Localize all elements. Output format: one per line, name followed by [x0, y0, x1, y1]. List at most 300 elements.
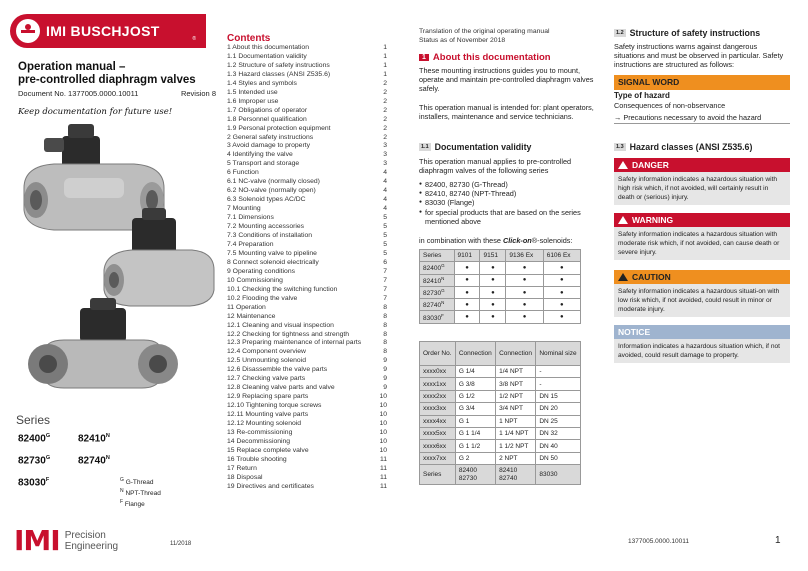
compatibility-dot: ● — [480, 274, 506, 286]
toc-entry[interactable] — [227, 223, 387, 232]
toc-entry-title: 6 Function — [227, 169, 259, 177]
toc-entry-title: 3 Avoid damage to property — [227, 142, 311, 150]
toc-entry-title: 12.3 Preparing maintenance of internal parts — [227, 339, 362, 347]
table-row — [420, 274, 581, 286]
table-row — [420, 390, 581, 402]
warning-bar: WARNING — [614, 213, 790, 227]
toc-entry[interactable] — [227, 178, 387, 187]
toc-entry-page: 4 — [383, 196, 387, 204]
table-row — [420, 403, 581, 415]
table-row — [420, 452, 581, 464]
toc-entry-page: 7 — [383, 276, 387, 284]
toc-entry[interactable] — [227, 331, 387, 340]
toc-entry-title: 7.1 Dimensions — [227, 214, 274, 222]
table-cell: 1/4 NPT — [496, 366, 536, 378]
list-item: ● for special products that are based on the series mentioned above — [419, 208, 599, 226]
table-cell: 82410 82740 — [496, 465, 536, 485]
table-header-cell: Connection — [496, 342, 536, 366]
toc-entry-page: 5 — [383, 240, 387, 248]
compatibility-dot: ● — [480, 311, 506, 323]
compatibility-dot: ● — [543, 299, 580, 311]
arrow-right-icon: → — [614, 113, 622, 122]
validity-paragraph: This operation manual applies to pre-controlled diaphragm valves of the following series — [419, 157, 572, 176]
toc-entry-title: 7 Mounting — [227, 205, 261, 213]
toc-entry[interactable] — [227, 187, 387, 196]
structure-paragraph: Safety instructions warns against dangerous situations and must be observed in particular. Safety instructions are structured as follows: — [614, 42, 784, 70]
revision: Revision 8 — [180, 89, 216, 98]
table-cell: G 1 1/2 — [455, 440, 495, 452]
list-item: ● 82400, 82730 (G-Thread) — [419, 180, 599, 189]
toc-entry-page: 8 — [383, 339, 387, 347]
series-82400: $82400^G$ — [18, 433, 51, 445]
toc-entry[interactable] — [227, 169, 387, 178]
series-cell: $82400^G$ — [420, 262, 455, 274]
compatibility-dot: ● — [454, 274, 480, 286]
toc-entry[interactable] — [227, 71, 387, 80]
table-cell: G 1/2 — [455, 390, 495, 402]
valve-illustrations — [14, 118, 220, 418]
section-number: 1.2 — [616, 30, 624, 36]
toc-entry-title: 1.6 Improper use — [227, 97, 279, 105]
toc-entry-page: 6 — [383, 258, 387, 266]
toc-entry-page: 1 — [383, 44, 387, 51]
table-header-cell: 9151 — [480, 250, 506, 262]
toc-entry[interactable] — [227, 53, 387, 62]
toc-entry[interactable] — [227, 80, 387, 89]
toc-entry[interactable] — [227, 474, 387, 483]
compatibility-dot: ● — [506, 286, 543, 298]
imi-logo-mark-icon — [16, 19, 40, 43]
table-cell: G 3/8 — [455, 378, 495, 390]
toc-entry-page: 10 — [379, 446, 387, 454]
toc-entry[interactable] — [227, 304, 387, 313]
document-title — [18, 61, 196, 87]
toc-entry[interactable] — [227, 286, 387, 295]
toc-entry[interactable] — [227, 339, 387, 348]
toc-entry-page: 8 — [383, 312, 387, 320]
compatibility-dot: ● — [506, 262, 543, 274]
toc-entry-page: 4 — [383, 178, 387, 186]
toc-entry-title: 2 General safety instructions — [227, 133, 314, 141]
compatibility-dot: ● — [480, 299, 506, 311]
toc-entry-title: 10.1 Checking the switching function — [227, 285, 338, 293]
table-cell: xxxx2xx — [420, 390, 456, 402]
toc-entry-title: 12.7 Checking valve parts — [227, 375, 306, 383]
toc-entry-title: 12.9 Replacing spare parts — [227, 393, 309, 401]
table-cell: xxxx5xx — [420, 427, 456, 439]
compatibility-dot: ● — [543, 274, 580, 286]
compatibility-dot: ● — [454, 286, 480, 298]
title-line-1: Operation manual – — [18, 61, 126, 73]
toc-entry[interactable] — [227, 250, 387, 259]
table-cell: xxxx6xx — [420, 440, 456, 452]
toc-entry-page: 2 — [383, 133, 387, 141]
table-cell: xxxx4xx — [420, 415, 456, 427]
toc-entry-page: 4 — [383, 187, 387, 195]
toc-entry[interactable] — [227, 438, 387, 447]
compatibility-dot: ● — [543, 311, 580, 323]
toc-entry-title: 14 Decommissioning — [227, 437, 291, 445]
toc-entry-title: 1.9 Personal protection equipment — [227, 124, 331, 132]
warning-triangle-icon — [618, 161, 628, 169]
toc-entry[interactable] — [227, 89, 387, 98]
table-cell: 1 1/2 NPT — [496, 440, 536, 452]
table-cell: 1 1/4 NPT — [496, 427, 536, 439]
toc-entry[interactable] — [227, 384, 387, 393]
toc-entry[interactable] — [227, 62, 387, 71]
toc-entry-title: 1.3 Hazard classes (ANSI Z535.6) — [227, 70, 331, 78]
thread-legend — [120, 476, 161, 509]
toc-entry-title: 12.11 Mounting valve parts — [227, 411, 309, 419]
list-item: ● 83030 (Flange) — [419, 198, 599, 207]
compatibility-dot: ● — [506, 311, 543, 323]
title-line-2: pre-controlled diaphragm valves — [18, 74, 196, 86]
toc-entry[interactable] — [227, 295, 387, 304]
logo-text: IMI BUSCHJOST — [46, 23, 160, 39]
table-cell: xxxx3xx — [420, 403, 456, 415]
toc-entry-page: 4 — [383, 205, 387, 213]
imi-buschjost-logo — [10, 14, 206, 48]
toc-entry-page: 8 — [383, 348, 387, 356]
table-cell: G 3/4 — [455, 403, 495, 415]
toc-entry-title: 7.3 Conditions of installation — [227, 232, 313, 240]
toc-entry-page: 1 — [383, 52, 387, 60]
series-82740: $82740^N$ — [78, 455, 110, 467]
toc-entry-page: 3 — [383, 142, 387, 150]
toc-entry-page: 2 — [383, 115, 387, 123]
toc-entry-title: 5 Transport and storage — [227, 160, 300, 168]
series-title: Series — [16, 413, 51, 427]
notice-text: Information indicates a hazardous situation which, if not avoided, could result damage to property. — [614, 339, 790, 363]
imi-wordmark: IMI — [14, 524, 60, 557]
compatibility-dot: ● — [480, 286, 506, 298]
solenoid-combination-note: in combination with these Click-on®-solenoids: — [419, 236, 573, 245]
toc-entry[interactable] — [227, 116, 387, 125]
table-row — [420, 440, 581, 452]
table-row — [420, 427, 581, 439]
toc-entry[interactable] — [227, 411, 387, 420]
toc-entry[interactable] — [227, 375, 387, 384]
series-cell: $82410^N$ — [420, 274, 455, 286]
toc-entry[interactable] — [227, 98, 387, 107]
compatibility-dot: ● — [543, 286, 580, 298]
consequences: Consequences of non-observance — [614, 101, 726, 110]
toc-entry-title: 12.8 Cleaning valve parts and valve — [227, 384, 335, 392]
toc-entry[interactable] — [227, 214, 387, 223]
compatibility-dot: ● — [506, 274, 543, 286]
table-row — [420, 378, 581, 390]
table-row — [420, 311, 581, 323]
toc-entry-title: 12.10 Tightening torque screws — [227, 402, 322, 410]
toc-entry-title: 12.2 Checking for tightness and strength — [227, 330, 350, 338]
table-cell: xxxx7xx — [420, 452, 456, 464]
toc-entry[interactable] — [227, 348, 387, 357]
toc-entry-title: 7.5 Mounting valve to pipeline — [227, 249, 317, 257]
table-cell: 83030 — [536, 465, 581, 485]
toc-entry-page: 7 — [383, 267, 387, 275]
toc-entry-title: 8 Connect solenoid electrically — [227, 258, 319, 266]
table-header-cell: 6106 Ex — [543, 250, 580, 262]
table-cell: 2 NPT — [496, 452, 536, 464]
toc-entry-page: 9 — [383, 375, 387, 383]
series-82410: $82410^N$ — [78, 433, 110, 445]
table-cell: 1 NPT — [496, 415, 536, 427]
table-header-cell: 9136 Ex — [506, 250, 543, 262]
toc-entry[interactable] — [227, 268, 387, 277]
toc-entry[interactable] — [227, 322, 387, 331]
toc-entry-title: 1.4 Styles and symbols — [227, 79, 297, 87]
toc-entry-page: 9 — [383, 384, 387, 392]
keep-documentation-note: Keep documentation for future use! — [18, 107, 173, 117]
toc-entry-title: 12.12 Mounting solenoid — [227, 420, 302, 428]
table-cell: Series — [420, 465, 456, 485]
legend-item: $^N$ NPT-Thread — [120, 488, 161, 498]
section-structure-heading: 1.2 Structure of safety instructions — [616, 28, 761, 38]
toc-entry[interactable] — [227, 483, 387, 492]
toc-entry[interactable] — [227, 205, 387, 214]
toc-entry-page: 5 — [383, 223, 387, 231]
toc-entry-page: 5 — [383, 232, 387, 240]
section-validity-heading: 1.1 Documentation validity — [421, 142, 532, 152]
imi-precision-logo — [14, 524, 118, 557]
toc-entry-title: 1.2 Structure of safety instructions — [227, 61, 330, 69]
page-number: 1 — [775, 535, 781, 546]
toc-entry-page: 10 — [379, 437, 387, 445]
toc-entry-title: 1.7 Obligations of operator — [227, 106, 308, 114]
toc-entry-title: 6.3 Solenoid types AC/DC — [227, 196, 306, 204]
table-cell: xxxx0xx — [420, 366, 456, 378]
table-cell: - — [536, 366, 581, 378]
translation-note: Translation of the original operating manual Status as of November 2018 — [419, 28, 550, 44]
solenoid-compatibility-table — [419, 249, 581, 324]
precision-engineering: Precision Engineering — [64, 529, 119, 552]
series-cell: $82730^G$ — [420, 286, 455, 298]
series-83030: $83030^F$ — [18, 477, 50, 489]
table-cell: G 1 — [455, 415, 495, 427]
logo-registered: ® — [192, 36, 196, 42]
compatibility-dot: ● — [480, 262, 506, 274]
toc-entry-title: 19 Directives and certificates — [227, 482, 314, 490]
series-cell: $82740^N$ — [420, 299, 455, 311]
toc-entry-title: 12.4 Component overview — [227, 348, 306, 356]
order-number-table — [419, 341, 581, 485]
toc-entry-page: 7 — [383, 285, 387, 293]
toc-entry-title: 17 Return — [227, 464, 257, 472]
toc-entry[interactable] — [227, 241, 387, 250]
type-of-hazard: Type of hazard — [614, 91, 670, 100]
section-hazard-heading: 1.3 Hazard classes (ANSI Z535.6) — [616, 142, 753, 152]
table-cell: DN 15 — [536, 390, 581, 402]
toc-entry[interactable] — [227, 259, 387, 268]
toc-entry[interactable] — [227, 393, 387, 402]
table-cell: xxxx1xx — [420, 378, 456, 390]
toc-entry-title: 9 Operating conditions — [227, 267, 296, 275]
issue-date: 11/2018 — [170, 541, 192, 547]
toc-entry-title: 10.2 Flooding the valve — [227, 294, 298, 302]
toc-entry-page: 10 — [379, 428, 387, 436]
toc-entry[interactable] — [227, 142, 387, 151]
toc-entry-title: 10 Commissioning — [227, 276, 283, 284]
toc-entry-title: 7.2 Mounting accessories — [227, 223, 305, 231]
toc-entry[interactable] — [227, 160, 387, 169]
toc-entry[interactable] — [227, 357, 387, 366]
table-cell: G 1 1/4 — [455, 427, 495, 439]
table-cell: DN 50 — [536, 452, 581, 464]
toc-entry-title: 18 Disposal — [227, 473, 263, 481]
toc-entry-title: 1.8 Personnel qualification — [227, 115, 307, 123]
toc-entry-page: 7 — [383, 294, 387, 302]
toc-entry-page: 2 — [383, 106, 387, 114]
toc-entry-page: 11 — [379, 455, 387, 463]
toc-entry-page: 4 — [383, 169, 387, 177]
table-header-cell: Order No. — [420, 342, 456, 366]
valve-image-3 — [28, 298, 178, 388]
table-cell: 1/2 NPT — [496, 390, 536, 402]
table-header-cell: Connection — [455, 342, 495, 366]
compatibility-dot: ● — [454, 262, 480, 274]
toc-entry[interactable] — [227, 151, 387, 160]
table-row — [420, 366, 581, 378]
toc-entry[interactable] — [227, 465, 387, 474]
warning-triangle-icon — [618, 216, 628, 224]
caution-text: Safety information indicates a hazardous situati-on with low risk which, if not avoided, could result in minor or moderate injury. — [614, 284, 790, 317]
warning-triangle-icon — [618, 273, 628, 281]
compatibility-dot: ● — [454, 299, 480, 311]
table-cell: 3/4 NPT — [496, 403, 536, 415]
signal-word-bar: SIGNAL WORD — [614, 75, 790, 90]
toc-entry-page: 8 — [383, 321, 387, 329]
table-row — [420, 286, 581, 298]
contents-heading: Contents — [227, 33, 271, 44]
table-of-contents — [227, 44, 387, 492]
toc-entry-page: 11 — [379, 464, 387, 472]
toc-entry[interactable] — [227, 429, 387, 438]
table-cell: G 1/4 — [455, 366, 495, 378]
toc-entry-page: 5 — [383, 214, 387, 222]
table-cell: DN 25 — [536, 415, 581, 427]
table-cell: DN 40 — [536, 440, 581, 452]
compatibility-dot: ● — [454, 311, 480, 323]
danger-text: Safety information indicates a hazardous situation with high risk which, if not avoided, will certainly result in death or (serious) injury. — [614, 172, 790, 205]
toc-entry-page: 1 — [383, 70, 387, 78]
toc-entry[interactable] — [227, 134, 387, 143]
toc-entry-title: 7.4 Preparation — [227, 240, 274, 248]
toc-entry[interactable] — [227, 277, 387, 286]
list-item: ● 82410, 82740 (NPT-Thread) — [419, 189, 599, 198]
toc-entry-page: 11 — [379, 473, 387, 481]
toc-entry-page: 10 — [379, 420, 387, 428]
toc-entry-page: 2 — [383, 79, 387, 87]
table-row — [420, 262, 581, 274]
series-row — [420, 465, 581, 485]
toc-entry-page: 2 — [383, 124, 387, 132]
series-82730: $82730^G$ — [18, 455, 51, 467]
toc-entry-title: 12.6 Disassemble the valve parts — [227, 366, 328, 374]
toc-entry-title: 11 Operation — [227, 303, 266, 311]
toc-entry-page: 11 — [379, 482, 387, 490]
toc-entry-page: 9 — [383, 357, 387, 365]
toc-entry[interactable] — [227, 44, 387, 53]
legend-item: $^F$ Flange — [120, 499, 145, 509]
compatibility-dot: ● — [506, 299, 543, 311]
table-cell: 3/8 NPT — [496, 378, 536, 390]
toc-entry-title: 12.1 Cleaning and visual inspection — [227, 321, 334, 329]
section-number: 1.1 — [421, 144, 429, 150]
toc-entry-page: 8 — [383, 330, 387, 338]
toc-entry[interactable] — [227, 125, 387, 134]
toc-entry[interactable] — [227, 107, 387, 116]
toc-entry-page: 8 — [383, 303, 387, 311]
notice-bar: NOTICE — [614, 325, 790, 339]
toc-entry-page: 5 — [383, 249, 387, 257]
toc-entry-title: 6.1 NC-valve (normally closed) — [227, 178, 320, 186]
legend-item: $^G$ G-Thread — [120, 477, 154, 487]
toc-entry-title: 4 Identifying the valve — [227, 151, 293, 159]
toc-entry-title: 1.5 Intended use — [227, 88, 278, 96]
table-header-cell: Series — [420, 250, 455, 262]
toc-entry-page: 2 — [383, 88, 387, 96]
table-cell: 82400 82730 — [455, 465, 495, 485]
document-number-row — [18, 89, 216, 98]
toc-entry-title: 1.1 Documentation validity — [227, 52, 307, 60]
about-paragraph-2: This operation manual is intended for: plant operators, installers, maintenance and service technicians. — [419, 103, 594, 122]
toc-entry[interactable] — [227, 402, 387, 411]
toc-entry-page: 3 — [383, 151, 387, 159]
toc-entry-page: 9 — [383, 366, 387, 374]
toc-entry-page: 10 — [379, 402, 387, 410]
table-header-cell: 9101 — [454, 250, 480, 262]
section-number: 1.3 — [616, 144, 624, 150]
table-row — [420, 415, 581, 427]
about-paragraph-1: These mounting instructions guides you to mount, operate and maintain pre-controlled diaphragm valves safely. — [419, 66, 594, 94]
toc-entry-title: 13 Re-commissioning — [227, 428, 293, 436]
table-cell: DN 20 — [536, 403, 581, 415]
toc-entry-page: 1 — [383, 61, 387, 69]
table-row — [420, 299, 581, 311]
table-header-cell: Nominal size — [536, 342, 581, 366]
caution-bar: CAUTION — [614, 270, 790, 284]
precautions: → Precautions necessary to avoid the hazard — [614, 113, 790, 124]
toc-entry[interactable] — [227, 196, 387, 205]
compatibility-dot: ● — [543, 262, 580, 274]
toc-entry[interactable] — [227, 232, 387, 241]
toc-entry-page: 2 — [383, 97, 387, 105]
table-cell: G 2 — [455, 452, 495, 464]
toc-entry-page: 3 — [383, 160, 387, 168]
toc-entry-title: 6.2 NO-valve (normally open) — [227, 187, 316, 195]
danger-bar: DANGER — [614, 158, 790, 172]
warning-text: Safety information indicates a hazardous situation with moderate risk which, if not avoided, can cause death or severe injury. — [614, 227, 790, 260]
section-about-heading: 1 About this documentation — [419, 52, 599, 63]
toc-entry[interactable] — [227, 456, 387, 465]
table-cell: DN 32 — [536, 427, 581, 439]
toc-entry-title: 12.5 Unmounting solenoid — [227, 357, 306, 365]
toc-entry-title: 16 Trouble shooting — [227, 455, 287, 463]
toc-entry[interactable] — [227, 366, 387, 375]
section-number: 1 — [419, 54, 429, 61]
toc-entry-page: 10 — [379, 393, 387, 401]
validity-list — [419, 180, 599, 226]
toc-entry[interactable] — [227, 420, 387, 429]
toc-entry[interactable] — [227, 447, 387, 456]
table-cell: - — [536, 378, 581, 390]
toc-entry[interactable] — [227, 313, 387, 322]
document-number: Document No. 1377005.0000.10011 — [18, 89, 139, 98]
toc-entry-page: 10 — [379, 411, 387, 419]
series-cell: $83030^F$ — [420, 311, 455, 323]
footer-document-number: 1377005.0000.10011 — [628, 538, 689, 545]
toc-entry-title: 1 About this documentation — [227, 44, 309, 51]
